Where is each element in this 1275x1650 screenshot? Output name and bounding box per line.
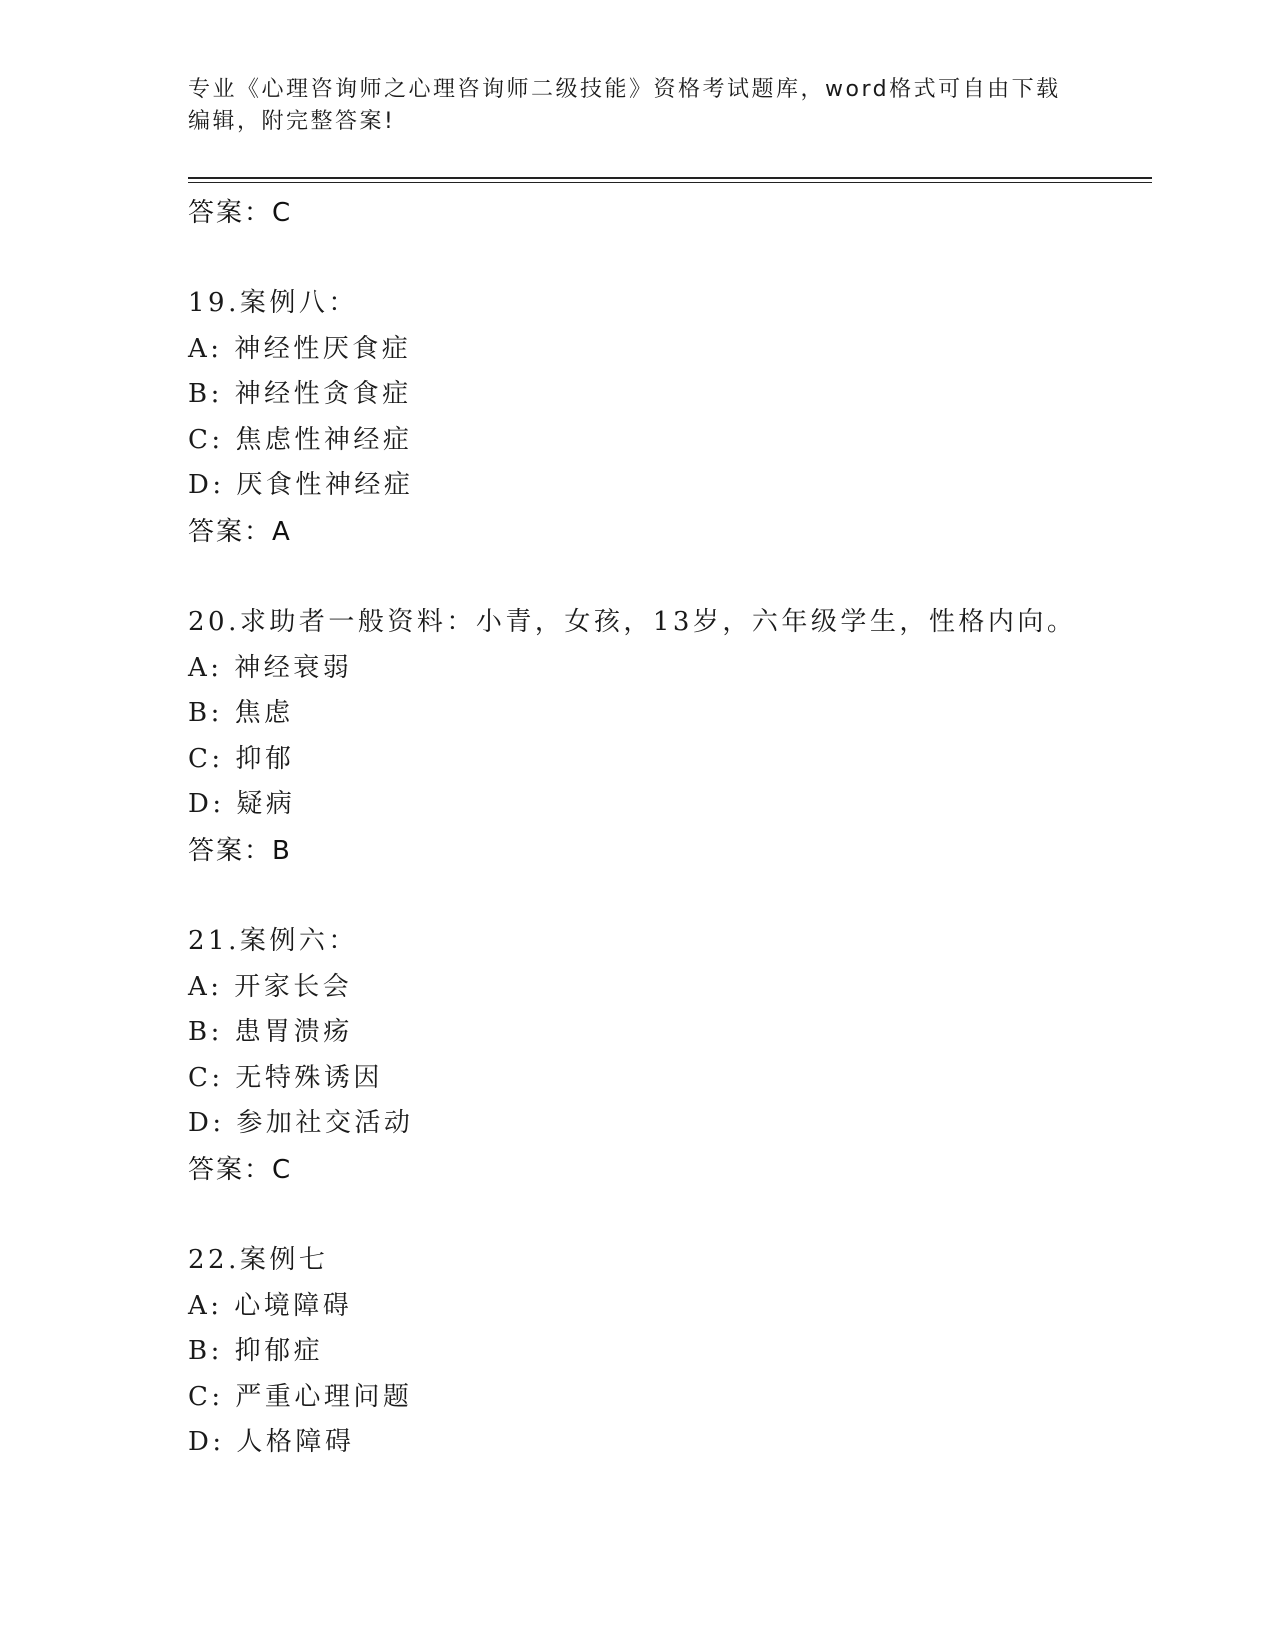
question-stem: 22.案例七 [188,1244,329,1275]
option-d: D: 厌食性神经症 [188,470,414,501]
option-d: D: 人格障碍 [188,1427,355,1458]
question-stem: 20.求助者一般资料：小青，女孩，13岁，六年级学生，性格内向。 [188,606,1077,637]
question-block [188,281,1148,555]
spacer [188,1193,1148,1238]
question-block [188,600,1148,874]
option-b: B: 抑郁症 [188,1336,324,1367]
option-d: D: 疑病 [188,789,296,820]
question-stem: 19.案例八： [188,288,358,318]
option-c: C: 焦虑性神经症 [188,424,413,455]
option-b: B: 患胃溃疡 [188,1017,353,1048]
answer-line: 答案：A [188,516,292,547]
option-c: C: 无特殊诱因 [188,1062,383,1093]
option-a: A: 神经衰弱 [188,652,353,683]
spacer [188,236,1148,281]
header-line-2: 编辑，附完整答案! [188,109,396,134]
option-b: B: 焦虑 [188,698,294,729]
spacer [188,555,1148,600]
option-c: C: 抑郁 [188,743,295,774]
header-divider-thick [188,177,1152,179]
document-header [188,74,1068,138]
option-d: D: 参加社交活动 [188,1108,414,1139]
option-a: A: 心境障碍 [188,1290,353,1321]
question-list [188,190,1148,1466]
option-c: C: 严重心理问题 [188,1381,413,1412]
option-b: B: 神经性贪食症 [188,379,412,410]
answer-line: 答案：B [188,835,292,866]
question-block [188,1238,1148,1466]
answer-line: 答案：C [188,1154,293,1185]
spacer [188,874,1148,919]
header-line-1: 专业《心理咨询师之心理咨询师二级技能》资格考试题库，word格式可自由下载 [188,77,1061,102]
header-divider-thin [188,182,1152,183]
question-block [188,919,1148,1193]
answer-line: 答案：C [188,198,293,228]
question-stem: 21.案例六： [188,925,358,956]
option-a: A: 开家长会 [188,971,353,1002]
option-a: A: 神经性厌食症 [188,333,412,364]
